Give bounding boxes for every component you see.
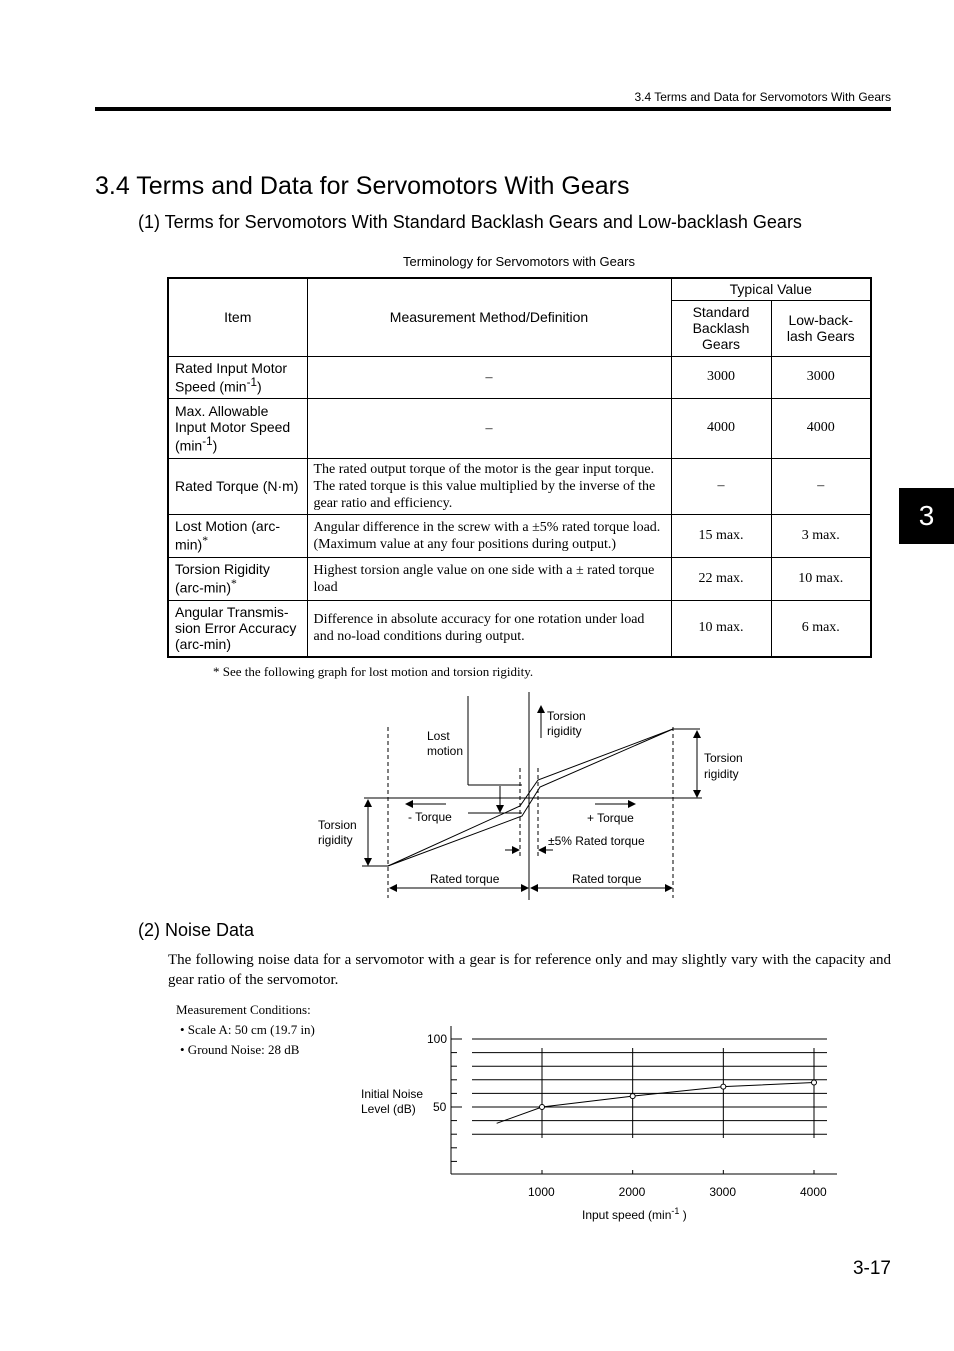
row-standard: 4000: [671, 398, 771, 458]
subsection-title-terms: (1) Terms for Servomotors With Standard Backlash Gears and Low-backlash Gears: [138, 212, 802, 232]
row-definition: –: [307, 398, 671, 458]
x-tick-label: 4000: [800, 1185, 827, 1199]
subsection-title-noise: (2) Noise Data: [138, 920, 255, 940]
table-row: [168, 514, 871, 557]
data-point: [630, 1094, 635, 1099]
label-rated-torque-left: Rated torque: [430, 872, 500, 886]
header-rule: [95, 107, 891, 111]
table-row: [168, 458, 871, 514]
y-tick-label: 50: [433, 1100, 447, 1114]
noise-paragraph: The following noise data for a servomotor with a gear is for reference only and may slightly vary with the capacity and gear ratio of the servomotor.: [168, 952, 891, 988]
row-item: Angular Transmis-sion Error Accuracy (arc-min): [168, 600, 307, 657]
row-definition: –: [307, 356, 671, 398]
table-row: [168, 600, 871, 657]
header-item: Item: [168, 278, 307, 356]
label-torsion-top-1: Torsion: [547, 709, 586, 723]
table-row: [168, 356, 871, 398]
label-torsion-top-2: rigidity: [547, 724, 582, 738]
measurement-title: Measurement Conditions:: [176, 1002, 311, 1017]
torsion-diagram: [300, 688, 743, 903]
label-torsion-left-1: Torsion: [318, 818, 357, 832]
label-torsion-left-2: rigidity: [318, 833, 353, 847]
label-lost-motion-1: Lost: [427, 729, 450, 743]
measurement-item: • Ground Noise: 28 dB: [180, 1042, 300, 1057]
row-item: Torsion Rigidity (arc-min)*: [168, 557, 307, 600]
row-item: Max. Allowable Input Motor Speed $(\min^{-1})$: [168, 398, 307, 458]
data-point: [812, 1080, 817, 1085]
y-axis-label-line1: Initial Noise: [361, 1087, 424, 1101]
label-minus-torque: - Torque: [408, 810, 452, 824]
row-definition: Highest torsion angle value on one side with a ± rated torque load: [307, 557, 671, 600]
noise-series-line: [497, 1083, 814, 1124]
chapter-tab: 3: [899, 488, 954, 544]
data-point: [540, 1105, 545, 1110]
row-definition: Angular difference in the screw with a ±5% rated torque load. (Maximum value at any four positions during output.): [307, 514, 671, 557]
label-torsion-right-1: Torsion: [704, 751, 743, 765]
header-standard: Standard Backlash Gears: [671, 300, 771, 356]
table-row: [168, 398, 871, 458]
row-standard: 15 max.: [671, 514, 771, 557]
label-lost-motion-2: motion: [427, 744, 464, 758]
row-lowback: 3 max.: [771, 514, 871, 557]
row-standard: –: [671, 458, 771, 514]
table-footnote: * See the following graph for lost motion and torsion rigidity.: [213, 664, 534, 679]
x-axis-label: Input speed ($\min^{-1}$ ): [582, 1206, 687, 1222]
x-tick-label: 3000: [709, 1185, 737, 1199]
label-plus-torque: + Torque: [587, 811, 634, 825]
row-standard: 10 max.: [671, 600, 771, 657]
page-number: 3-17: [852, 1258, 891, 1279]
y-tick-label: 100: [427, 1032, 448, 1046]
label-rated-torque-right: Rated torque: [572, 872, 642, 886]
table-caption: Terminology for Servomotors with Gears: [403, 254, 635, 269]
header-lowback: Low-back-lash Gears: [771, 300, 871, 356]
section-title: 3.4 Terms and Data for Servomotors With Gears: [95, 172, 630, 200]
row-item: Rated Torque (N·m): [168, 458, 307, 514]
label-torsion-right-2: rigidity: [704, 767, 739, 781]
noise-chart: [350, 1020, 850, 1230]
row-lowback: 10 max.: [771, 557, 871, 600]
row-standard: 3000: [671, 356, 771, 398]
header-typical: Typical Value: [671, 278, 871, 300]
x-tick-label: 2000: [618, 1185, 646, 1199]
measurement-conditions: [176, 1000, 315, 1060]
row-lowback: –: [771, 458, 871, 514]
row-item: Lost Motion (arc-min)*: [168, 514, 307, 557]
data-point: [721, 1084, 726, 1089]
header-method: Measurement Method/Definition: [307, 278, 671, 356]
row-definition: Difference in absolute accuracy for one rotation under load and no-load conditions during output.: [307, 600, 671, 657]
measurement-item: • Scale A: 50 cm (19.7 in): [180, 1022, 315, 1037]
table-row: [168, 557, 871, 600]
running-header: 3.4 Terms and Data for Servomotors With Gears: [634, 90, 891, 104]
row-lowback: 6 max.: [771, 600, 871, 657]
terms-table: [167, 277, 872, 658]
row-item: Rated Input Motor Speed $(\min^{-1})$: [168, 356, 307, 398]
row-definition: The rated output torque of the motor is the gear input torque. The rated torque is this value multiplied by the inverse of the gear ratio and efficiency.: [307, 458, 671, 514]
y-axis-label-line2: Level (dB): [361, 1102, 416, 1116]
label-five-percent: ±5% Rated torque: [548, 834, 645, 848]
row-lowback: 4000: [771, 398, 871, 458]
x-tick-label: 1000: [528, 1185, 555, 1199]
row-standard: 22 max.: [671, 557, 771, 600]
row-lowback: 3000: [771, 356, 871, 398]
